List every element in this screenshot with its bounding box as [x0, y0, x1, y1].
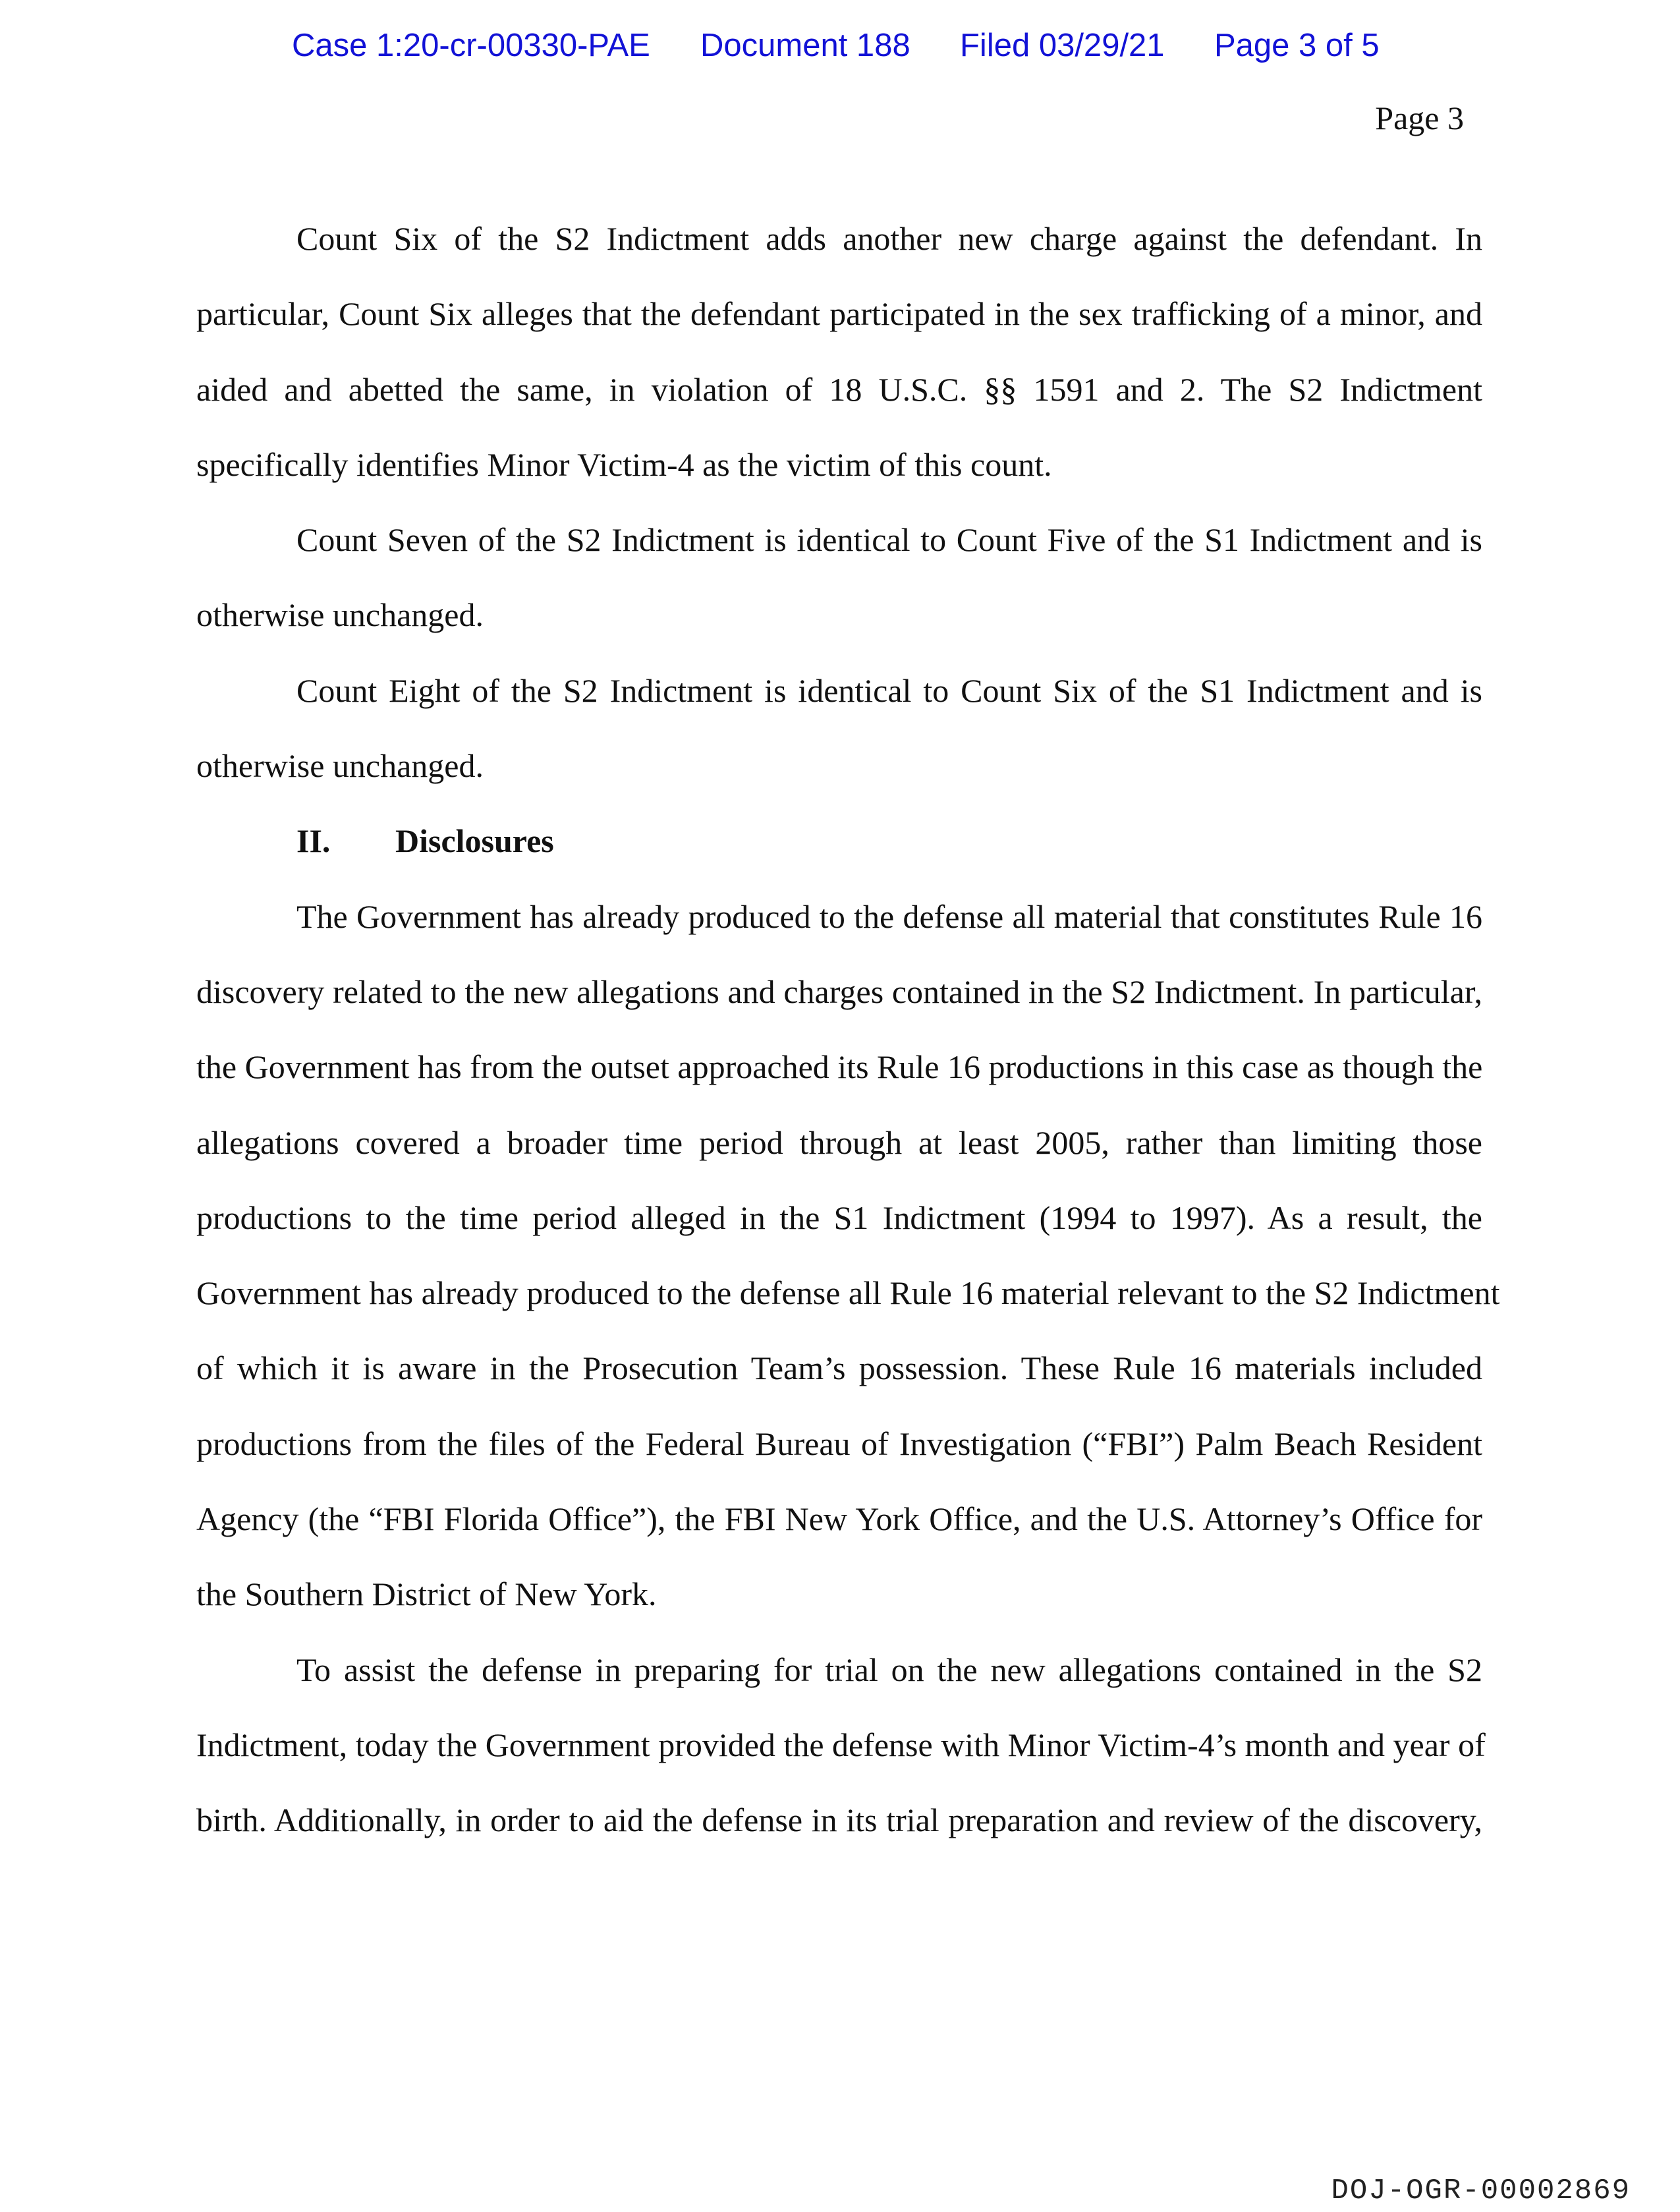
page-number-label: Page 3	[1375, 99, 1464, 136]
text-line: allegations covered a broader time period through at least 2005, rather than limiting those	[196, 1123, 1482, 1161]
paragraph-disclosures	[196, 879, 1500, 1632]
bates-number: DOJ-OGR-00002869	[1331, 2174, 1631, 2207]
section-title: Disclosures	[395, 822, 554, 860]
text-line: otherwise unchanged.	[196, 747, 484, 785]
text-line: To assist the defense in preparing for trial on the new allegations contained in the S2	[296, 1651, 1482, 1688]
text-line: Count Six of the S2 Indictment adds another new charge against the defendant. In	[296, 220, 1482, 257]
text-line: birth. Additionally, in order to aid the defense in its trial preparation and review of the discovery,	[196, 1801, 1482, 1839]
paragraph-count-six	[196, 201, 1482, 502]
text-line: specifically identifies Minor Victim-4 as the victim of this count.	[196, 445, 1052, 483]
paragraph-count-seven	[196, 502, 1482, 653]
letter-body	[196, 201, 1500, 1858]
text-line: the Southern District of New York.	[196, 1575, 657, 1613]
text-line: the Government has from the outset approached its Rule 16 productions in this case as though the	[196, 1048, 1483, 1086]
text-line: Count Seven of the S2 Indictment is identical to Count Five of the S1 Indictment and is	[296, 521, 1482, 559]
paragraph-assist-defense	[196, 1632, 1486, 1858]
text-line: otherwise unchanged.	[196, 596, 484, 634]
text-line: of which it is aware in the Prosecution Team’s possession. These Rule 16 materials included	[196, 1349, 1482, 1387]
text-line: Count Eight of the S2 Indictment is identical to Count Six of the S1 Indictment and is	[296, 671, 1482, 709]
page-count: Page 3 of 5	[1214, 28, 1380, 63]
filed-date: Filed 03/29/21	[960, 28, 1165, 63]
case-number: Case 1:20-cr-00330-PAE	[292, 28, 650, 63]
text-line: Indictment, today the Government provided the defense with Minor Victim-4’s month and year of	[196, 1726, 1486, 1763]
section-number: II.	[296, 822, 331, 860]
section-heading	[196, 803, 1482, 878]
text-line: particular, Count Six alleges that the defendant participated in the sex trafficking of a minor, and	[196, 295, 1482, 333]
text-line: productions to the time period alleged in the S1 Indictment (1994 to 1997). As a result, the	[196, 1199, 1482, 1236]
text-line: Government has already produced to the defense all Rule 16 material relevant to the S2 Indictment	[196, 1274, 1500, 1312]
paragraph-count-eight	[196, 653, 1482, 804]
document-number: Document 188	[700, 28, 910, 63]
text-line: Agency (the “FBI Florida Office”), the FBI New York Office, and the U.S. Attorney’s Office for	[196, 1500, 1482, 1538]
text-line: The Government has already produced to the defense all material that constitutes Rule 16	[296, 897, 1482, 935]
text-line: aided and abetted the same, in violation of 18 U.S.C. §§ 1591 and 2. The S2 Indictment	[196, 370, 1482, 408]
text-line: productions from the files of the Federal Bureau of Investigation (“FBI”) Palm Beach Resident	[196, 1425, 1482, 1462]
text-line: discovery related to the new allegations and charges contained in the S2 Indictment. In particular,	[196, 973, 1482, 1010]
